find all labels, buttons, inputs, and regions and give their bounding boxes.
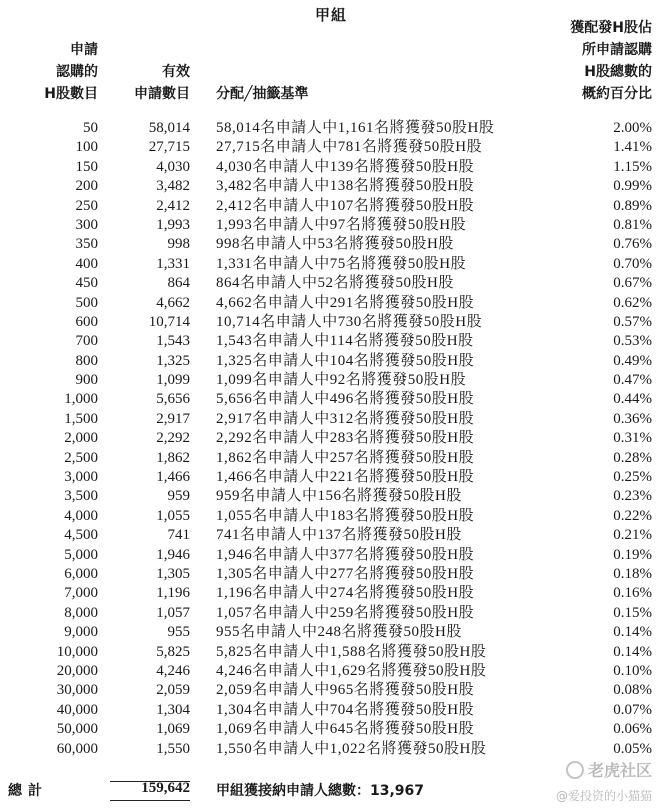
applied-shares-cell: 2,000 xyxy=(64,430,98,447)
applied-shares-cell: 400 xyxy=(75,255,98,272)
valid-applications-cell: 2,412 xyxy=(156,197,190,214)
basis-cell: 5,656名申請人中496名將獲發50股H股 xyxy=(216,391,475,408)
percentage-cell: 0.19% xyxy=(613,546,652,563)
valid-applications-cell: 1,304 xyxy=(156,701,190,718)
basis-cell: 1,543名申請人中114名將獲發50股H股 xyxy=(216,333,474,350)
table-row xyxy=(0,604,662,623)
valid-applications-cell: 955 xyxy=(167,624,190,641)
basis-cell: 1,466名申請人中221名將獲發50股H股 xyxy=(216,469,475,486)
table-row xyxy=(0,565,662,584)
valid-applications-cell: 5,825 xyxy=(156,643,190,660)
basis-cell: 1,057名申請人中259名將獲發50股H股 xyxy=(216,604,475,621)
valid-applications-cell: 1,069 xyxy=(156,721,190,738)
table-row xyxy=(0,507,662,526)
applied-shares-cell: 7,000 xyxy=(64,585,98,602)
header-line: 獲配發H股佔 xyxy=(570,20,652,36)
percentage-cell: 0.67% xyxy=(613,275,652,292)
percentage-cell: 1.41% xyxy=(613,139,652,156)
valid-applications-cell: 10,714 xyxy=(148,313,190,330)
applied-shares-cell: 20,000 xyxy=(56,662,98,679)
header-line: 概約百分比 xyxy=(582,86,652,102)
applied-shares-cell: 700 xyxy=(75,333,98,350)
percentage-cell: 0.81% xyxy=(613,216,652,233)
applied-shares-cell: 50 xyxy=(83,120,98,136)
table-row xyxy=(0,681,662,700)
table-row xyxy=(0,313,662,332)
percentage-cell: 0.31% xyxy=(613,430,652,447)
applied-shares-cell: 4,000 xyxy=(64,507,98,524)
basis-cell: 1,550名申請人中1,022名將獲發50股H股 xyxy=(216,740,487,757)
applied-shares-cell: 250 xyxy=(75,197,98,214)
percentage-cell: 0.44% xyxy=(613,391,652,408)
table-row xyxy=(0,177,662,196)
table-row xyxy=(0,119,662,138)
basis-cell: 1,331名申請人中75名將獲發50股H股 xyxy=(216,255,467,272)
applied-shares-cell: 30,000 xyxy=(56,682,98,699)
watermark-brand-text: 老虎社区 xyxy=(587,761,652,780)
percentage-cell: 0.06% xyxy=(613,721,652,738)
table-row xyxy=(0,643,662,662)
table-row xyxy=(0,138,662,157)
valid-applications-cell: 4,030 xyxy=(156,158,190,175)
valid-applications-cell: 1,331 xyxy=(156,255,190,272)
percentage-cell: 0.23% xyxy=(613,488,652,505)
valid-applications-cell: 1,055 xyxy=(156,507,190,524)
valid-applications-cell: 58,014 xyxy=(148,120,190,136)
valid-applications-cell: 1,057 xyxy=(156,604,190,621)
basis-cell: 998名申請人中53名將獲發50股H股 xyxy=(216,236,454,253)
basis-cell: 2,412名申請人中107名將獲發50股H股 xyxy=(216,197,475,214)
table-row xyxy=(0,332,662,351)
watermark-brand xyxy=(566,758,652,781)
total-accepted-note: 甲組獲接納申請人總數：13,967 xyxy=(216,783,425,799)
basis-cell: 10,714名申請人中730名將獲發50股H股 xyxy=(216,313,483,330)
applied-shares-cell: 100 xyxy=(75,139,98,156)
valid-applications-cell: 1,946 xyxy=(156,546,190,563)
table-row xyxy=(0,740,662,759)
basis-cell: 1,993名申請人中97名將獲發50股H股 xyxy=(216,216,467,233)
table-row xyxy=(0,255,662,274)
basis-cell: 2,059名申請人中965名將獲發50股H股 xyxy=(216,682,475,699)
applied-shares-cell: 1,500 xyxy=(64,410,98,427)
percentage-cell: 0.16% xyxy=(613,585,652,602)
percentage-cell: 0.22% xyxy=(613,507,652,524)
table-row xyxy=(0,468,662,487)
applied-shares-cell: 10,000 xyxy=(56,643,98,660)
percentage-cell: 0.49% xyxy=(613,352,652,369)
valid-applications-cell: 2,059 xyxy=(156,682,190,699)
valid-applications-cell: 2,292 xyxy=(156,430,190,447)
percentage-cell: 0.10% xyxy=(613,662,652,679)
valid-applications-cell: 27,715 xyxy=(148,139,190,156)
percentage-cell: 0.28% xyxy=(613,449,652,466)
valid-applications-cell: 3,482 xyxy=(156,178,190,195)
percentage-cell: 0.47% xyxy=(613,372,652,389)
basis-cell: 864名申請人中52名將獲發50股H股 xyxy=(216,275,454,292)
percentage-cell: 0.05% xyxy=(613,740,652,757)
valid-applications-cell: 1,543 xyxy=(156,333,190,350)
header-line: H股數目 xyxy=(44,86,98,102)
percentage-cell: 0.14% xyxy=(613,624,652,641)
percentage-cell: 0.07% xyxy=(613,701,652,718)
table-row xyxy=(0,235,662,254)
table-row xyxy=(0,294,662,313)
percentage-cell: 0.70% xyxy=(613,255,652,272)
applied-shares-cell: 40,000 xyxy=(56,701,98,718)
header-line: 申請 xyxy=(70,42,98,58)
basis-cell: 27,715名申請人中781名將獲發50股H股 xyxy=(216,139,483,156)
basis-cell: 1,069名申請人中645名將獲發50股H股 xyxy=(216,721,475,738)
valid-applications-cell: 1,305 xyxy=(156,565,190,582)
basis-cell: 741名申請人中137名將獲發50股H股 xyxy=(216,527,462,544)
table-row xyxy=(0,662,662,681)
basis-cell: 1,946名申請人中377名將獲發50股H股 xyxy=(216,546,475,563)
applied-shares-cell: 2,500 xyxy=(64,449,98,466)
percentage-cell: 0.53% xyxy=(613,333,652,350)
applied-shares-cell: 900 xyxy=(75,372,98,389)
table-row xyxy=(0,429,662,448)
percentage-cell: 0.62% xyxy=(613,294,652,311)
basis-cell: 5,825名申請人中1,588名將獲發50股H股 xyxy=(216,643,487,660)
percentage-cell: 0.21% xyxy=(613,527,652,544)
percentage-cell: 0.08% xyxy=(613,682,652,699)
total-label: 總計 xyxy=(8,783,48,799)
valid-applications-cell: 2,917 xyxy=(156,410,190,427)
valid-applications-cell: 1,196 xyxy=(156,585,190,602)
applied-shares-cell: 60,000 xyxy=(56,740,98,757)
table-row xyxy=(0,352,662,371)
total-rule-bottom xyxy=(110,800,190,801)
applied-shares-cell: 450 xyxy=(75,275,98,292)
table-row xyxy=(0,158,662,177)
percentage-cell: 0.76% xyxy=(613,236,652,253)
applied-shares-cell: 9,000 xyxy=(64,624,98,641)
table-row xyxy=(0,216,662,235)
basis-cell: 58,014名申請人中1,161名將獲發50股H股 xyxy=(216,120,495,136)
applied-shares-cell: 500 xyxy=(75,294,98,311)
basis-cell: 1,305名申請人中277名將獲發50股H股 xyxy=(216,565,475,582)
percentage-cell: 0.57% xyxy=(613,313,652,330)
basis-cell: 1,196名申請人中274名將獲發50股H股 xyxy=(216,585,475,602)
percentage-cell: 0.36% xyxy=(613,410,652,427)
applied-shares-cell: 800 xyxy=(75,352,98,369)
basis-cell: 3,482名申請人中138名將獲發50股H股 xyxy=(216,178,475,195)
basis-cell: 1,055名申請人中183名將獲發50股H股 xyxy=(216,507,475,524)
valid-applications-cell: 741 xyxy=(167,527,190,544)
valid-applications-cell: 1,862 xyxy=(156,449,190,466)
basis-cell: 1,862名申請人中257名將獲發50股H股 xyxy=(216,449,475,466)
applied-shares-cell: 200 xyxy=(75,178,98,195)
table-row xyxy=(0,623,662,642)
percentage-cell: 0.25% xyxy=(613,469,652,486)
table-row xyxy=(0,720,662,739)
table-row xyxy=(0,197,662,216)
allocation-table xyxy=(0,119,662,759)
table-row xyxy=(0,701,662,720)
basis-cell: 955名申請人中248名將獲發50股H股 xyxy=(216,624,462,641)
basis-cell: 1,099名申請人中92名將獲發50股H股 xyxy=(216,372,467,389)
percentage-cell: 1.15% xyxy=(613,158,652,175)
table-row xyxy=(0,526,662,545)
basis-cell: 959名申請人中156名將獲發50股H股 xyxy=(216,488,462,505)
applied-shares-cell: 3,000 xyxy=(64,469,98,486)
valid-applications-cell: 1,466 xyxy=(156,469,190,486)
group-title: 甲組 xyxy=(314,6,347,24)
percentage-cell: 0.99% xyxy=(613,178,652,195)
applied-shares-cell: 5,000 xyxy=(64,546,98,563)
header-line: 有效 xyxy=(162,64,190,80)
table-row xyxy=(0,584,662,603)
tiger-logo-icon xyxy=(566,761,584,779)
valid-applications-cell: 5,656 xyxy=(156,391,190,408)
basis-cell: 1,304名申請人中704名將獲發50股H股 xyxy=(216,701,475,718)
table-row xyxy=(0,371,662,390)
header-valid-applications xyxy=(134,61,190,105)
basis-cell: 4,662名申請人中291名將獲發50股H股 xyxy=(216,294,475,311)
valid-applications-cell: 998 xyxy=(167,236,190,253)
percentage-cell: 2.00% xyxy=(613,120,652,136)
table-row xyxy=(0,390,662,409)
basis-cell: 2,292名申請人中283名將獲發50股H股 xyxy=(216,430,475,447)
applied-shares-cell: 150 xyxy=(75,158,98,175)
percentage-cell: 0.18% xyxy=(613,565,652,582)
applied-shares-cell: 6,000 xyxy=(64,565,98,582)
header-percentage xyxy=(570,17,652,105)
header-line: 認購的 xyxy=(56,64,98,80)
table-row xyxy=(0,546,662,565)
table-row xyxy=(0,274,662,293)
percentage-cell: 0.15% xyxy=(613,604,652,621)
basis-cell: 4,246名申請人中1,629名將獲發50股H股 xyxy=(216,662,487,679)
applied-shares-cell: 50,000 xyxy=(56,721,98,738)
valid-applications-cell: 1,099 xyxy=(156,372,190,389)
applied-shares-cell: 350 xyxy=(75,236,98,253)
valid-applications-cell: 1,993 xyxy=(156,216,190,233)
table-row xyxy=(0,449,662,468)
header-line: 所申請認購 xyxy=(582,42,652,58)
table-row xyxy=(0,410,662,429)
header-line: H股總數的 xyxy=(584,64,652,80)
total-applications: 159,642 xyxy=(141,780,190,796)
table-row xyxy=(0,487,662,506)
basis-cell: 1,325名申請人中104名將獲發50股H股 xyxy=(216,352,475,369)
percentage-cell: 0.89% xyxy=(613,197,652,214)
applied-shares-cell: 600 xyxy=(75,313,98,330)
valid-applications-cell: 864 xyxy=(167,275,190,292)
applied-shares-cell: 300 xyxy=(75,216,98,233)
valid-applications-cell: 959 xyxy=(167,488,190,505)
applied-shares-cell: 3,500 xyxy=(64,488,98,505)
valid-applications-cell: 1,325 xyxy=(156,352,190,369)
watermark-handle: @爱投资的小猫猫 xyxy=(555,789,652,803)
header-line: 申請數目 xyxy=(134,86,190,102)
basis-cell: 4,030名申請人中139名將獲發50股H股 xyxy=(216,158,475,175)
percentage-cell: 0.14% xyxy=(613,643,652,660)
valid-applications-cell: 1,550 xyxy=(156,740,190,757)
applied-shares-cell: 1,000 xyxy=(64,391,98,408)
header-basis: 分配╱抽籤基準 xyxy=(216,86,309,102)
applied-shares-cell: 8,000 xyxy=(64,604,98,621)
valid-applications-cell: 4,246 xyxy=(156,662,190,679)
applied-shares-cell: 4,500 xyxy=(64,527,98,544)
header-applied-shares xyxy=(44,39,98,105)
valid-applications-cell: 4,662 xyxy=(156,294,190,311)
basis-cell: 2,917名申請人中312名將獲發50股H股 xyxy=(216,410,475,427)
